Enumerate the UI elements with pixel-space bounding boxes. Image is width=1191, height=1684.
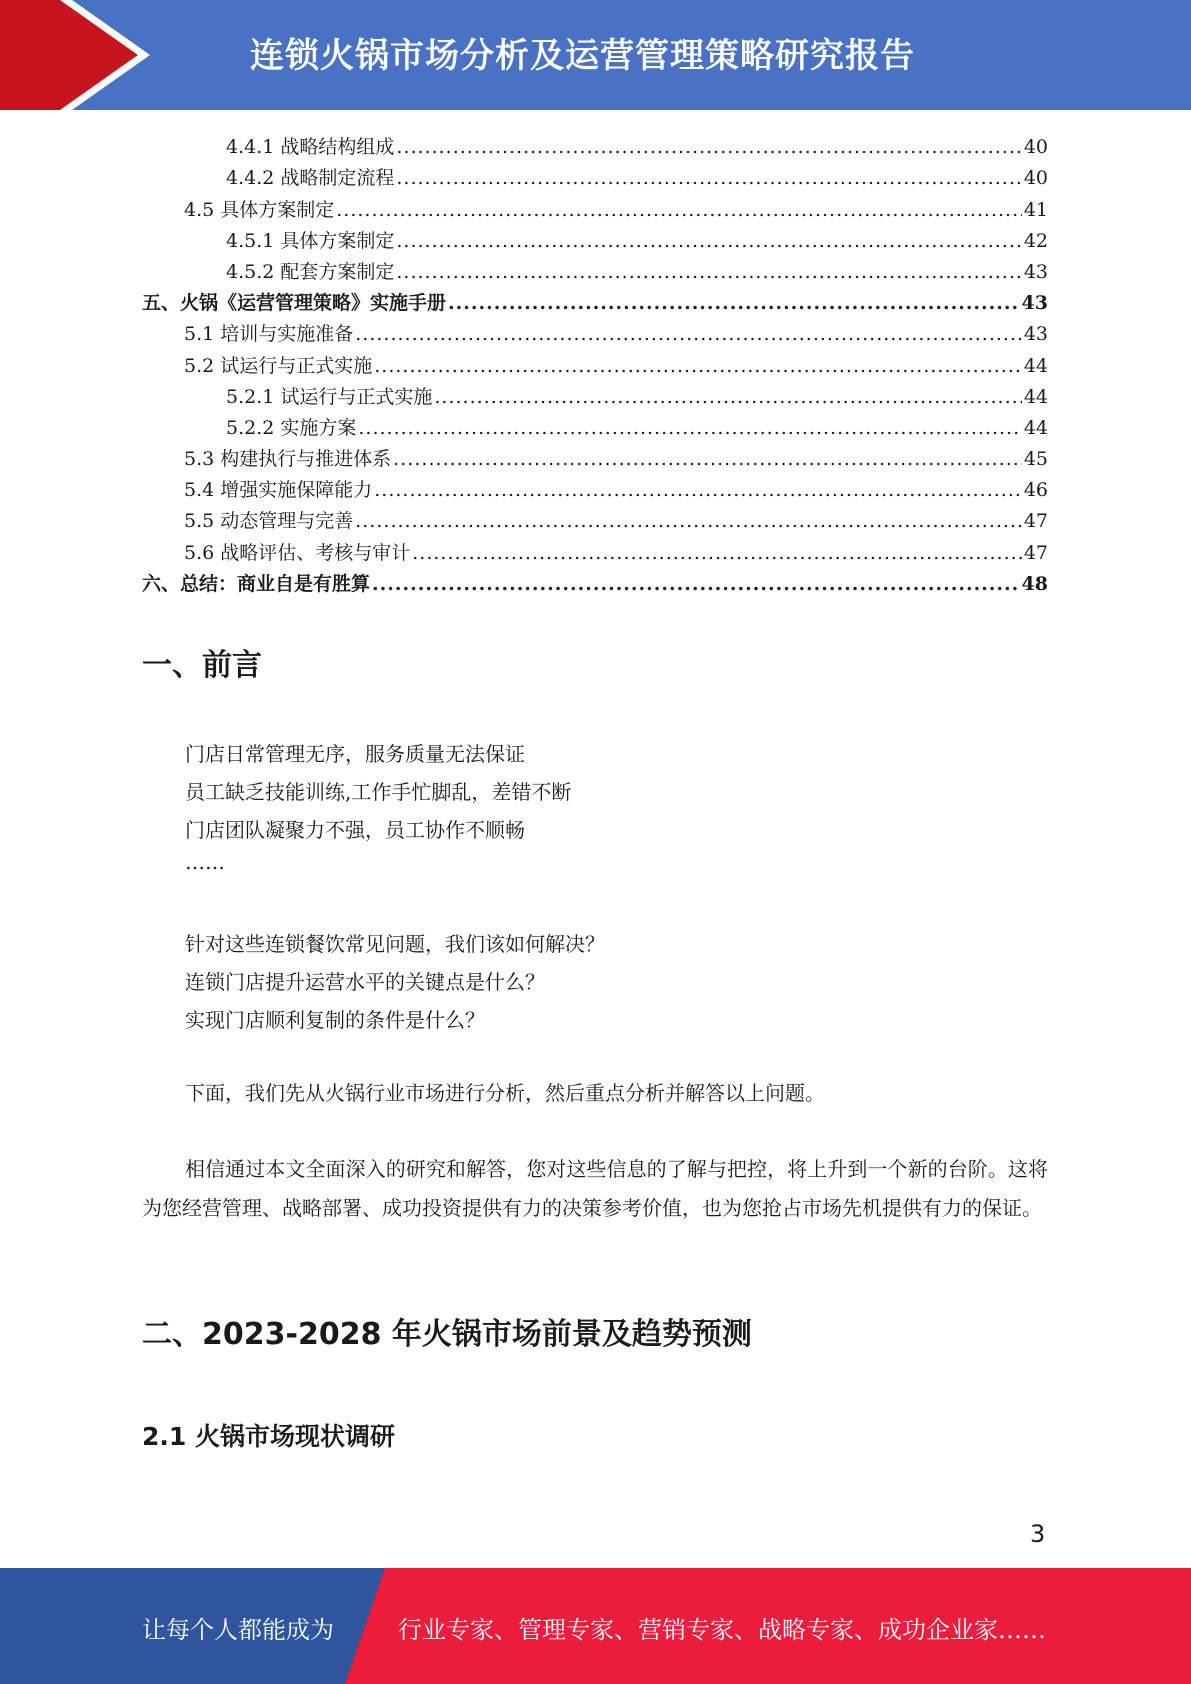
question-line: 连锁门店提升运营水平的关键点是什么？ — [185, 970, 545, 994]
problem-line: 员工缺乏技能训练,工作手忙脚乱，差错不断 — [185, 780, 572, 804]
intro-paragraph: 下面，我们先从火锅行业市场进行分析，然后重点分析并解答以上问题。 — [185, 1081, 825, 1105]
question-line: 实现门店顺利复制的条件是什么？ — [185, 1008, 485, 1032]
toc-entry[interactable]: 六、总结：商业自是有胜算 ..... 48 — [142, 565, 1048, 596]
section-heading-forecast: 二、2023-2028 年火锅市场前景及趋势预测 — [142, 1317, 752, 1352]
toc-entry[interactable]: 5.2.1 试运行与正式实施 ..... 44 — [142, 378, 1048, 409]
toc-entry[interactable]: 5.5 动态管理与完善 ..... 47 — [142, 502, 1048, 533]
toc-entry[interactable]: 4.5.2 配套方案制定 ..... 43 — [142, 253, 1048, 284]
footer-banner — [0, 1568, 1191, 1684]
question-line: 针对这些连锁餐饮常见问题，我们该如何解决？ — [185, 932, 605, 956]
subsection-heading: 2.1 火锅市场现状调研 — [142, 1422, 395, 1451]
footer-slogan-right: 行业专家、管理专家、营销专家、战略专家、成功企业家…… — [398, 1616, 1046, 1644]
toc-entry[interactable]: 5.2 试运行与正式实施 ..... 44 — [142, 346, 1048, 377]
problem-line: 门店日常管理无序，服务质量无法保证 — [185, 742, 525, 766]
toc-entry[interactable]: 5.2.2 实施方案 ..... 44 — [142, 409, 1048, 440]
toc-entry[interactable]: 5.6 战略评估、考核与审计 ..... 47 — [142, 533, 1048, 564]
toc-entry[interactable]: 4.5 具体方案制定 ..... 41 — [142, 190, 1048, 221]
ellipsis-line: …… — [185, 850, 225, 874]
toc-entry[interactable]: 4.5.1 具体方案制定 ..... 42 — [142, 222, 1048, 253]
toc-entry[interactable]: 5.1 培训与实施准备 ..... 43 — [142, 315, 1048, 346]
section-heading-preface: 一、前言 — [142, 648, 262, 683]
toc-entry[interactable]: 五、火锅《运营管理策略》实施手册 ..... 43 — [142, 284, 1048, 315]
footer-slogan-left: 让每个人都能成为 — [142, 1616, 334, 1644]
table-of-contents — [142, 128, 1048, 596]
header-red-arrow — [0, 0, 150, 110]
report-title: 连锁火锅市场分析及运营管理策略研究报告 — [250, 36, 915, 76]
header-banner — [0, 0, 1191, 110]
toc-entry[interactable]: 5.3 构建执行与推进体系 ..... 45 — [142, 440, 1048, 471]
summary-paragraph: 相信通过本文全面深入的研究和解答，您对这些信息的了解与把控，将上升到一个新的台阶。这将为您经营管理、战略部署、成功投资提供有力的决策参考价值，也为您抢占市场先机提供有力的保证。 — [142, 1157, 1048, 1220]
page-number: 3 — [1030, 1520, 1046, 1548]
problem-line: 门店团队凝聚力不强，员工协作不顺畅 — [185, 818, 525, 842]
toc-entry[interactable]: 4.4.1 战略结构组成 ..... 40 — [142, 128, 1048, 159]
toc-entry[interactable]: 5.4 增强实施保障能力 ..... 46 — [142, 471, 1048, 502]
toc-entry[interactable]: 4.4.2 战略制定流程 ..... 40 — [142, 159, 1048, 190]
